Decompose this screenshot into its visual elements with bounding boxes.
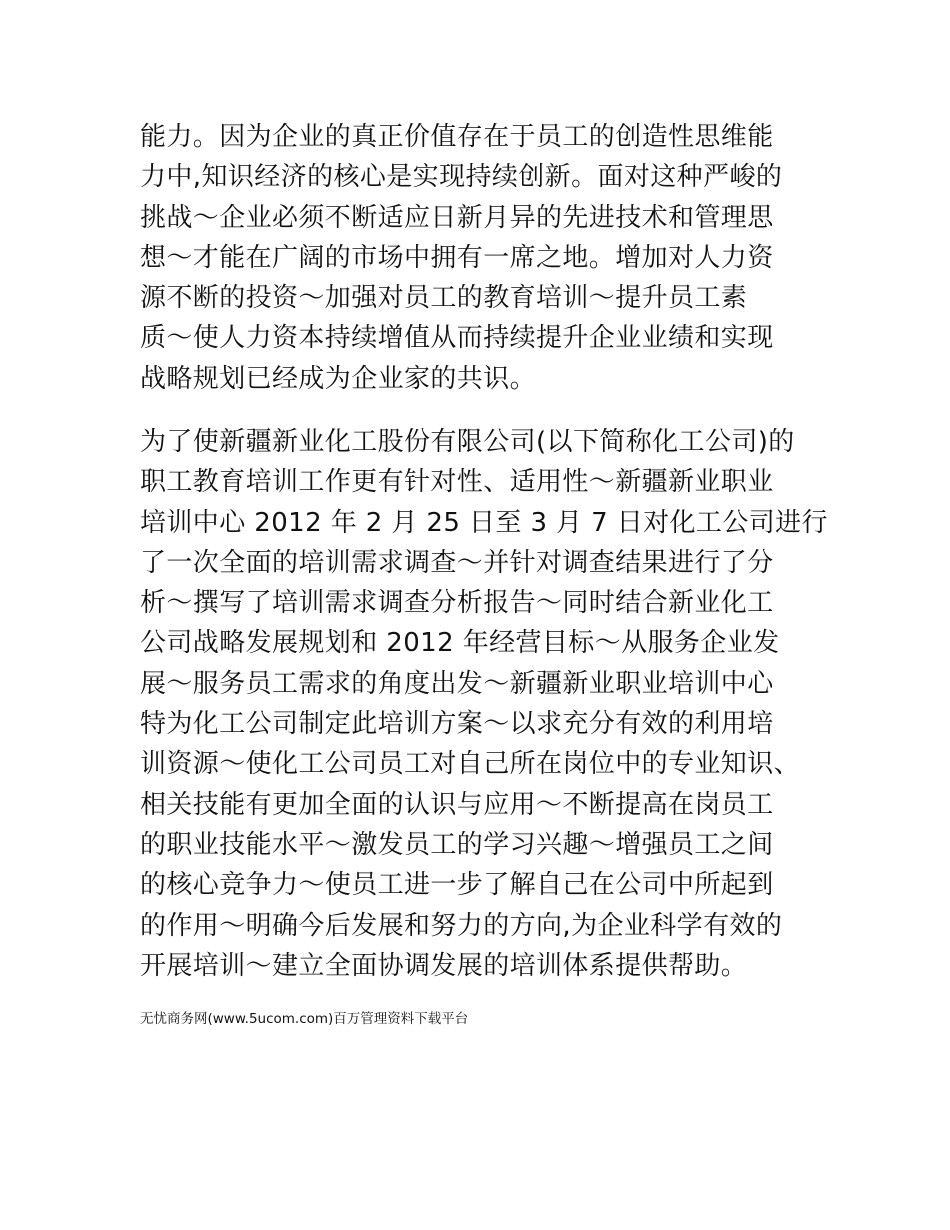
text-line: 源不断的投资～加强对员工的教育培训～提升员工素: [140, 283, 748, 314]
text-line: 特为化工公司制定此培训方案～以求充分有效的利用培: [140, 709, 774, 740]
text-line: 开展培训～建立全面协调发展的培训体系提供帮助。: [140, 950, 748, 981]
text-line: 战略规划已经成为企业家的共识。: [140, 363, 537, 394]
text-line: 为了使新疆新业化工股份有限公司(以下简称化工公司)的: [140, 427, 795, 457]
text-line: 了一次全面的培训需求调查～并针对调查结果进行了分: [140, 547, 774, 578]
text-line: 职工教育培训工作更有针对性、适用性～新疆新业职业: [140, 467, 774, 498]
text-line: 力中,知识经济的核心是实现持续创新。面对这种严峻的: [140, 162, 783, 193]
text-line: 的作用～明确今后发展和努力的方向,为企业科学有效的: [140, 910, 783, 941]
text-line: 的职业技能水平～激发员工的学习兴趣～增强员工之间: [140, 829, 774, 860]
text-line: 析～撰写了培训需求调查分析报告～同时结合新业化工: [140, 588, 774, 619]
text-line: 挑战～企业必须不断适应日新月异的先进技术和管理思: [140, 202, 774, 233]
text-line: 能力。因为企业的真正价值存在于员工的创造性思维能: [140, 122, 774, 152]
text-line: 公司战略发展规划和 2012 年经营目标～从服务企业发: [140, 628, 780, 659]
text-line: 训资源～使化工公司员工对自己所在岗位中的专业知识、: [140, 749, 801, 780]
text-line: 的核心竞争力～使员工进一步了解自己在公司中所起到: [140, 870, 774, 901]
text-line: 培训中心 2012 年 2 月 25 日至 3 月 7 日对化工公司进行: [140, 507, 828, 538]
text-line: 相关技能有更加全面的认识与应用～不断提高在岗员工: [140, 789, 774, 820]
text-line: 质～使人力资本持续增值从而持续提升企业业绩和实现: [140, 323, 774, 354]
paragraph-2: [140, 422, 828, 986]
paragraph-1: [140, 117, 820, 399]
text-line: 展～服务员工需求的角度出发～新疆新业职业培训中心: [140, 668, 774, 699]
page-footer: 无忧商务网(www.5ucom.com)百万管理资料下载平台: [140, 1011, 469, 1027]
text-line: 想～才能在广阔的市场中拥有一席之地。增加对人力资: [140, 242, 774, 273]
